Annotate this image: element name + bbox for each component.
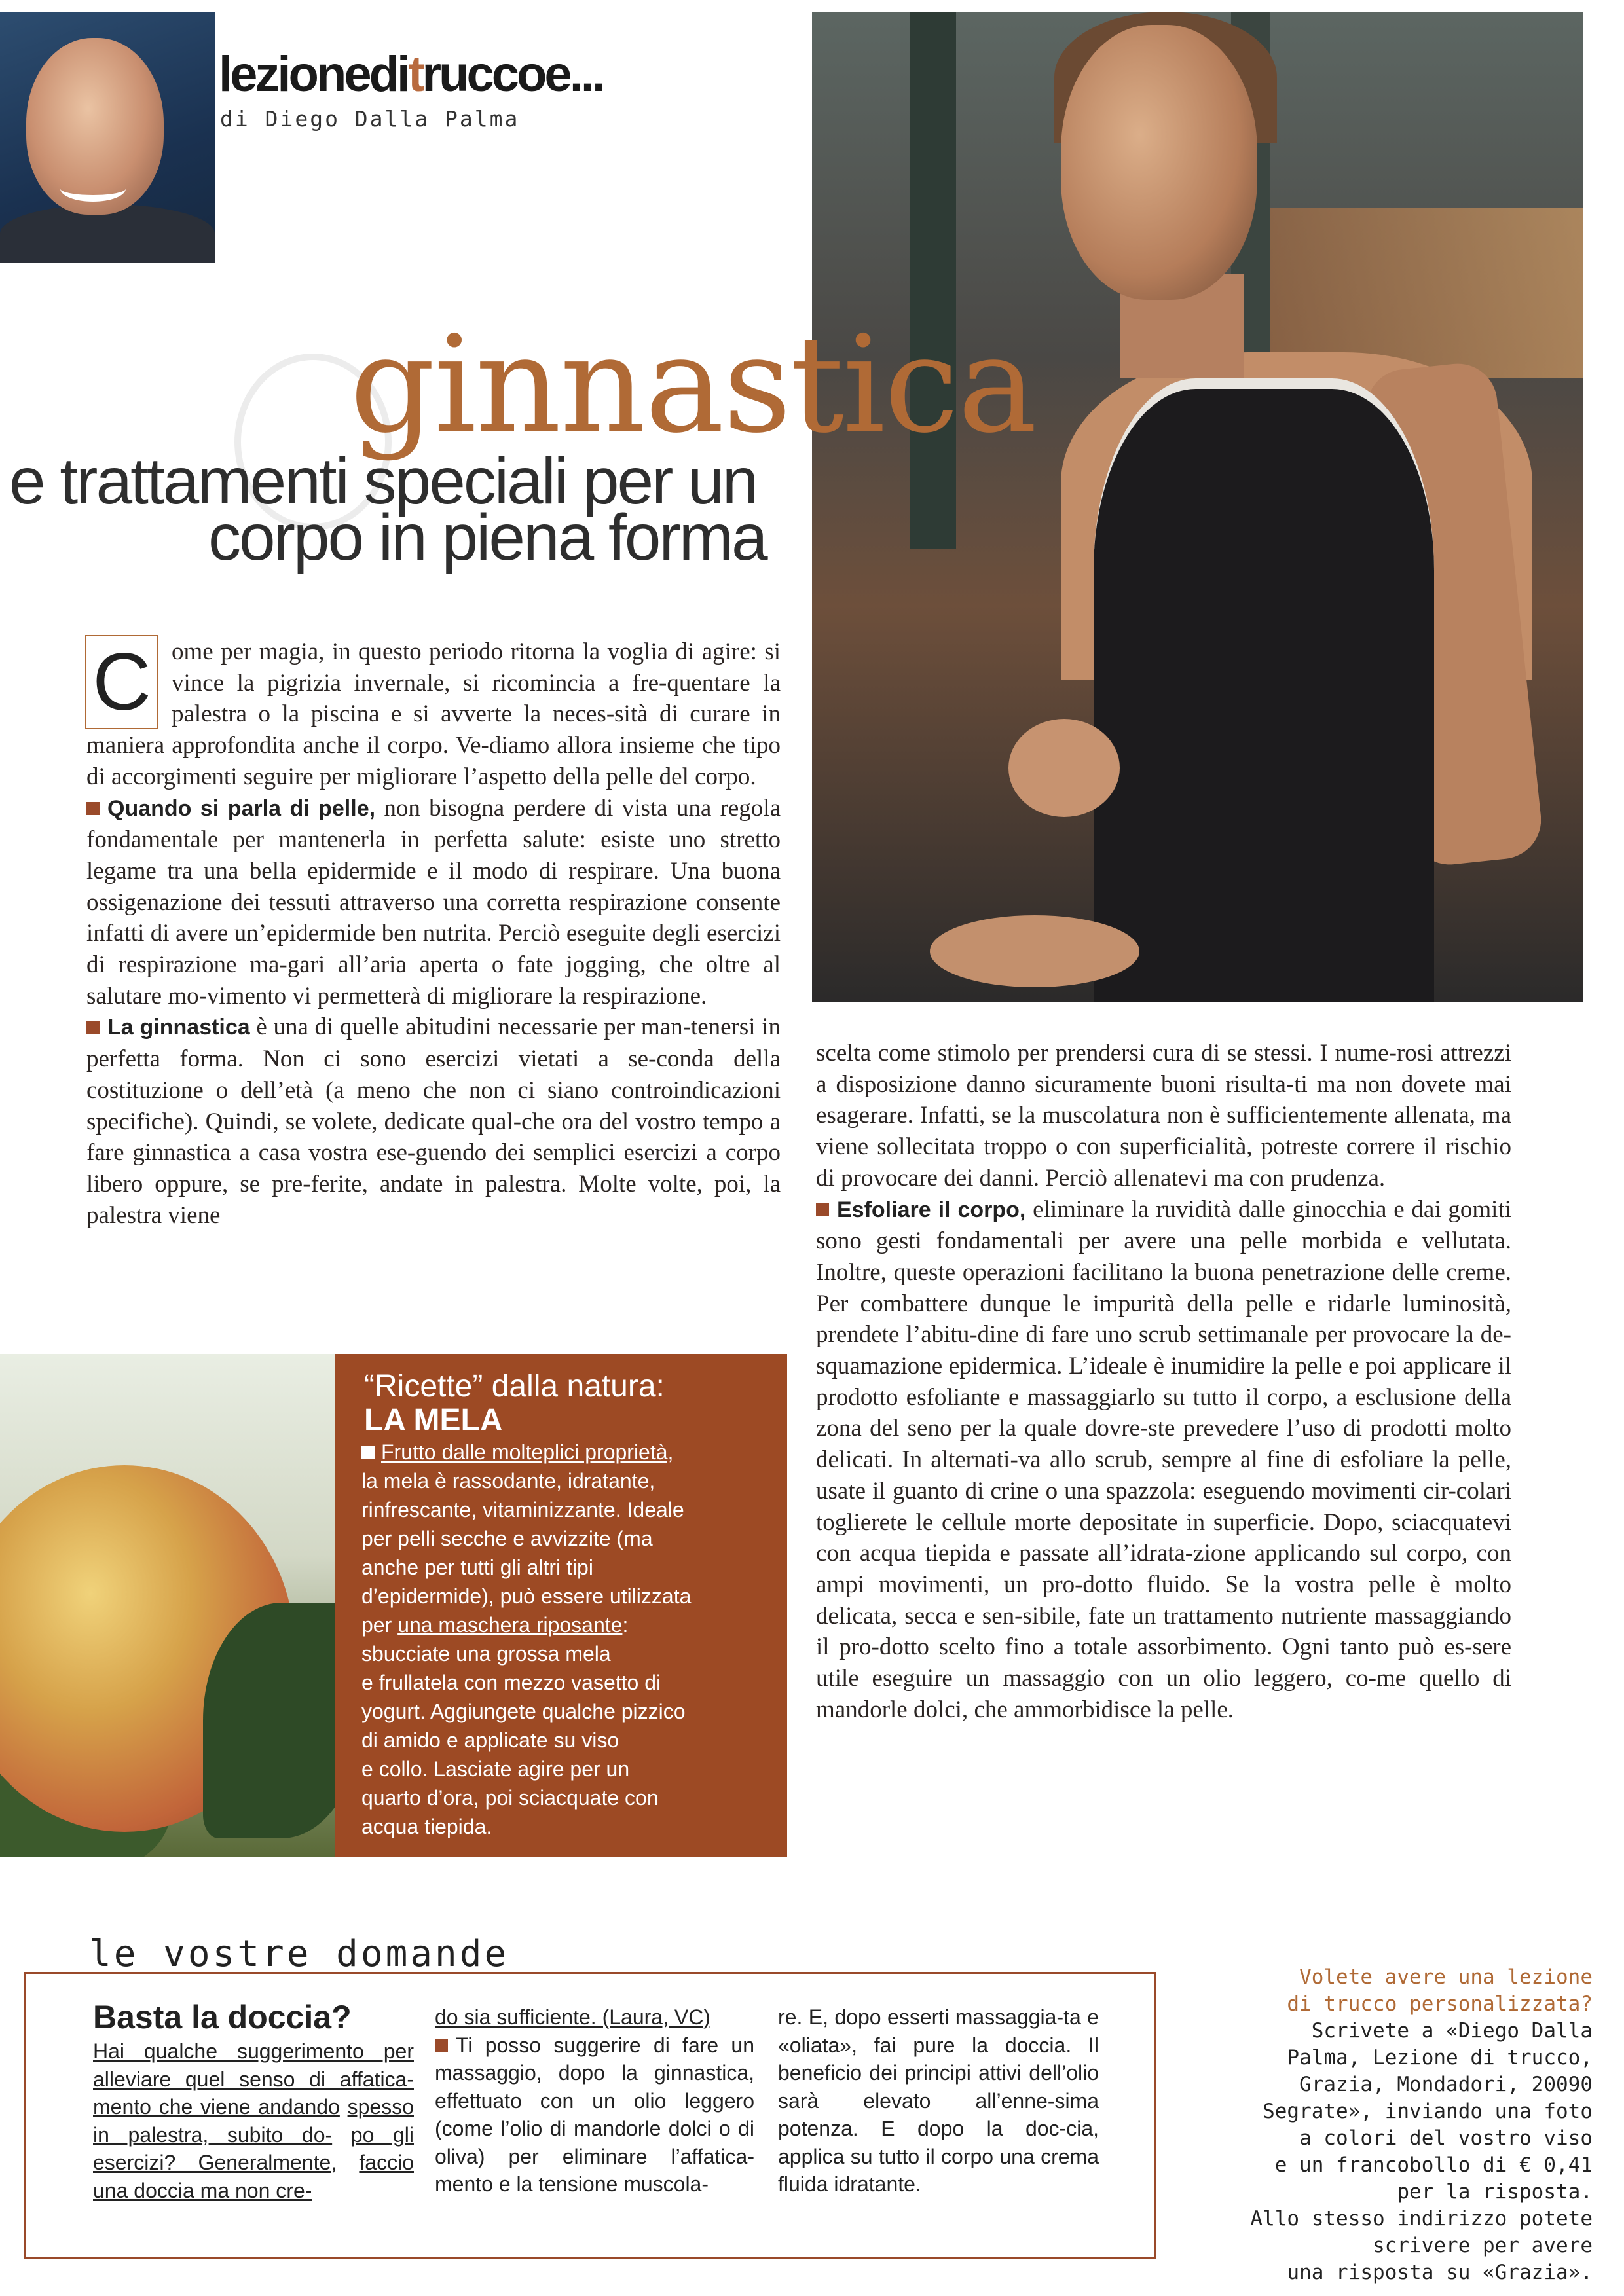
bullet-square-icon (361, 1446, 375, 1459)
paragraph-gym: La ginnastica è una di quelle abitudini necessarie per man-tenersi in perfetta forma. Non ci sono esercizi vietati a se-conda della costituzione o dell’età (a meno che non ci siano controindicazioni specifiche). Quindi, se volete, dedicate qual-che ora del vostro tempo a fare ginnastica a casa vostra ese-guendo dei semplici esercizi a corpo libero oppure, se pre-ferite, andate in palestra. Molte volte, poi, la palestra viene (86, 1013, 781, 1229)
recipe-subtitle: LA MELA (364, 1403, 503, 1438)
column-author: di Diego Dalla Palma (220, 106, 520, 132)
recipe-box (335, 1354, 787, 1857)
column-title: lezioneditruccoe... (219, 46, 604, 102)
qa-answer-col-1: do sia sufficiente. (Laura, VC) Ti posso suggerire di fare un massaggio, dopo la ginnastica, effettuato con un olio leggero (come l’olio di mandorle dolci o di oliva) per eliminare l’affatica- mento e la tensione muscola- (435, 2005, 755, 2196)
qa-answer-col-2: re. E, dopo esserti massaggia-ta e «oliata», fai pure la doccia. Il beneficio dei principi attivi dell’olio sarà elevato all’enne-sima potenza. E dopo la doc-cia, applica su tutto il corpo una crema fluida idratante. (778, 2005, 1099, 2196)
paragraph-intro: ome per magia, in questo periodo ritorna la voglia di agire: si vince la pigrizia invernale, si ricomincia a fre-quentare la palestra o la piscina e si avverte la neces-sità di curare in maniera approfondita anche il corpo. Ve-diamo allora insieme che tipo di accorgimenti seguire per migliorare l’aspetto della pelle del corpo. (86, 638, 781, 790)
bullet-square-icon (816, 1203, 829, 1216)
paragraph-exfoliate: Esfoliare il corpo, eliminare la ruvidità dalle ginocchia e dai gomiti sono gesti fondamentali per avere una pelle morbida e vellutata. Inoltre, queste operazioni facilitano la buona penetrazione delle creme. Per combattere dunque le impurità della pelle e ridarle luminosità, prendete l’abitu-dine di fare uno scrub settimanale per provocare la de-squamazione epidermica. L’ideale è inumidire la pelle e poi applicare il prodotto esfoliante e massaggiarlo su tutto il corpo, a esclusione della zona del seno per la quale dovre-ste prevedere l’uso di prodotti molto delicati. In alternati-va allo scrub, sempre al fine di esfoliare la pelle, usate il guanto di crine o una spazzola: eseguendo movimenti cir-colari toglierete le cellule morte depositate in superficie. Dopo, sciacquatevi con acqua tiepida e passate all’idrata-zione applicando sul corpo, con ampi movimenti, un pro-dotto fluido. Se la vostra pelle è molto delicata, secca e sen-sibile, fate un trattamento nutriente massaggiando il pro-dotto scelto fino a totale assorbimento. Ogni tanto può es-sere utile eseguire un massaggio con un olio leggero, co-me quello di mandorle dolci, che ammorbidisce la pelle. (816, 1195, 1512, 1723)
paragraph-skin: Quando si parla di pelle, non bisogna perdere di vista una regola fondamentale per mantenerla in perfetta salute: esiste uno stretto legame tra una bella epidermide e il modo di respirare. Una buona ossigenazione dei tessuti attraverso una corretta respirazione consente infatti di avere un’epidermide ben nutrita. Perciò eseguite degli esercizi di respirazione ma-gari all’aria aperta o fate jogging, che oltre al salutare mo-vimento vi permetterà di migliorare la respirazione. (86, 794, 781, 1010)
apple-photo (0, 1354, 335, 1857)
author-portrait-photo (0, 12, 215, 263)
subheadline-line-1: e trattamenti speciali per un (9, 445, 757, 518)
hero-photo-woman-jogging (812, 12, 1583, 1002)
subheadline-line-2: corpo in piena forma (208, 501, 766, 574)
recipe-text: Frutto dalle molteplici proprietà, la mela è rassodante, idratante, rinfrescante, vitaminizzante. Ideale per pelli secche e avvizzite (ma anche per tutti gli altri tipi d’epidermide), può essere utilizzata per una maschera riposante: sbucciate una grossa mela e frullatela con mezzo vasetto di yogurt. Aggiungete qualche pizzico di amido e applicate su viso e collo. Lasciate agire per un quarto d’ora, poi sciacquate con acqua tiepida. (361, 1440, 692, 1838)
bullet-square-icon (435, 2039, 448, 2052)
qa-title: Basta la doccia? (93, 1999, 352, 2035)
bullet-square-icon (86, 802, 100, 815)
headline: ginnastica (350, 308, 1037, 463)
qa-question: Hai qualche suggerimento per alleviare quel senso di affatica- mento che viene andando spesso in palestra, subito do- po gli esercizi? Generalmente, faccio una doccia ma non cre- (93, 2039, 415, 2202)
qa-heading: le vostre domande (89, 1933, 509, 1975)
contact-sidebar: Volete avere una lezione di trucco personalizzata? Scrivete a «Diego Dalla Palma, Lezione di trucco, Grazia, Mondadori, 20090 Segrate», inviando una foto a colori del vostro viso e un francobollo di € 0,41 per la risposta. Allo stesso indirizzo potete scrivere per avere una risposta su «Grazia». (1250, 1965, 1593, 2284)
recipe-title: “Ricette” dalla natura: (364, 1369, 665, 1404)
paragraph-gym-continued: scelta come stimolo per prendersi cura di se stessi. I nume-rosi attrezzi a disposizione danno sicuramente buoni risulta-ti ma non dovete mai esagerare. Infatti, se la muscolatura non è sufficientemente allenata, ma viene sollecitata troppo o con superficialità, potreste correre il rischio di provocare dei danni. Perciò allenatevi ma con prudenza. (816, 1040, 1512, 1192)
bullet-square-icon (86, 1021, 100, 1034)
article-column-2 (816, 1038, 1511, 1725)
drop-cap: C (85, 635, 158, 729)
article-column-1 (86, 636, 781, 1231)
